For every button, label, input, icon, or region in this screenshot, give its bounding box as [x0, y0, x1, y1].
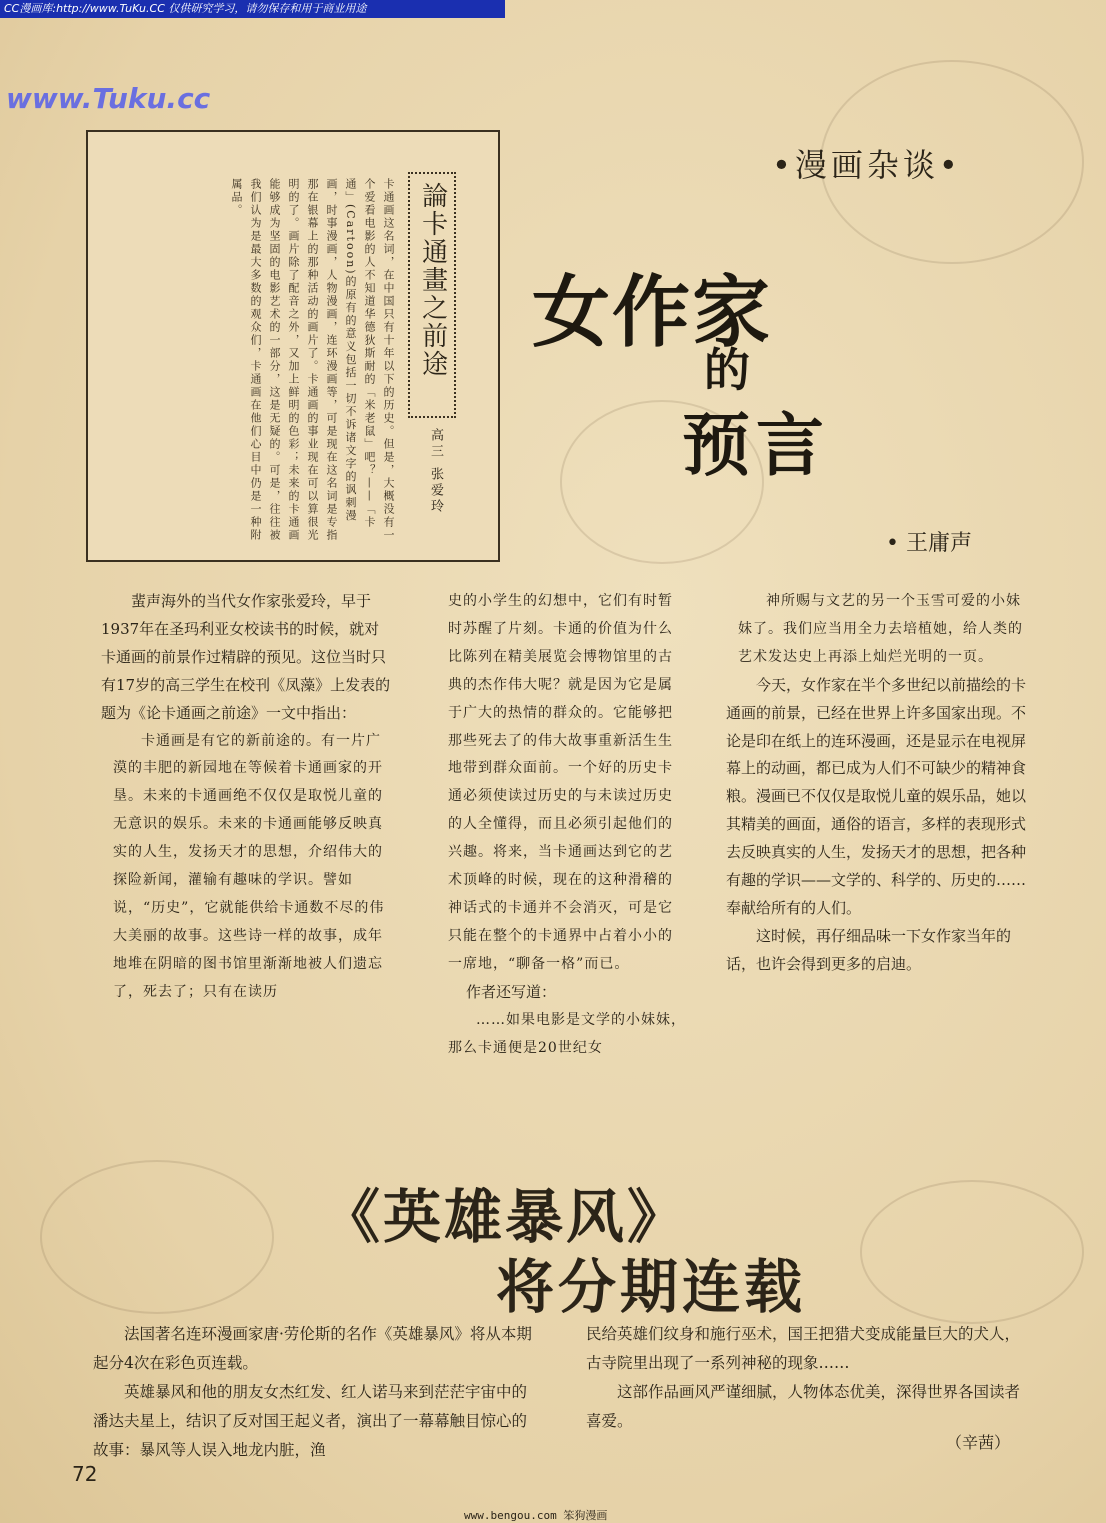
- article-byline: • 王庸声: [886, 531, 972, 556]
- paragraph: 蜚声海外的当代女作家张爱玲，早于1937年在圣玛利亚女校读书的时候，就对卡通画的前景作过精辟的预见。这位当时只有17岁的高三学生在校刊《凤藻》上发表的题为《论卡通画之前途》一文中指出：: [101, 592, 391, 722]
- quote-paragraph: 神所赐与文艺的另一个玉雪可爱的小妹妹了。我们应当用全力去培植她，给人类的艺术发达史上再添上灿烂光明的一页。: [738, 593, 1023, 665]
- article-title-line1: 女作家: [532, 268, 773, 358]
- notice-title-line1: 《英雄暴风》: [322, 1183, 689, 1251]
- clipping-body: 卡通画这名词，在中国只有十年以下的历史。但是，大概没有一个爱看电影的人不知道华德狄斯耐的「米老鼠」吧？——「卡通」(Cartoon)的原有的意义包括一切不诉诸文字的讽刺漫画，时事漫画，人物漫画，连环漫画等，可是现在这名词是专指那在银幕上的那种活动的画片了。卡通画的事业现在可以算很光明的了。画片除了配音之外，又加上鲜明的色彩；未来的卡通画能够成为坚固的电影艺术的一部分，这是无疑的。可是，往往被我们认为是最大多数的观众们，卡通画在他们心目中仍是一种附属品。: [230, 178, 395, 542]
- paragraph: 这部作品画风严谨细腻，人物体态优美，深得世界各国读者喜爱。: [586, 1383, 1021, 1430]
- article-column-3: [726, 588, 1026, 979]
- notice-signoff: （辛茜）: [946, 1433, 1011, 1452]
- watermark-logo: www.Tuku.cc: [6, 82, 211, 115]
- page-number: 72: [72, 1462, 98, 1486]
- article-title-line2: 的: [704, 343, 750, 397]
- watermark-bar: CC漫画库:http://www.TuKu.CC 仅供研究学习，请勿保存和用于商业用途: [0, 0, 505, 18]
- notice-title-line2: 将分期连载: [496, 1253, 807, 1321]
- notice-column-left: [93, 1320, 533, 1465]
- notice-column-right: [586, 1320, 1030, 1436]
- paragraph: 英雄暴风和他的朋友女杰红发、红人诺马来到茫茫宇宙中的潘达夫星上，结识了反对国王起义者，演出了一幕幕触目惊心的故事：暴风等人误入地龙内脏，渔: [93, 1383, 528, 1459]
- quote-paragraph: 史的小学生的幻想中，它们有时暂时苏醒了片刻。卡通的价值为什么比陈列在精美展览会博物馆里的古典的杰作伟大呢？就是因为它是属于广大的热情的群众的。它能够把那些死去了的伟大故事重新活生生地带到群众面前。一个好的历史卡通必须使读过历史的与未读过历史的人全懂得，而且必须引起他们的兴趣。将来，当卡通画达到它的艺术顶峰的时候，现在的这种滑稽的神话式的卡通并不会消灭，可是它只能在整个的卡通界中占着小小的一席地，“聊备一格”而已。: [448, 593, 673, 972]
- paragraph: 这时候，再仔细品味一下女作家当年的话，也许会得到更多的启迪。: [726, 926, 1012, 973]
- paragraph: 今天，女作家在半个多世纪以前描绘的卡通画的前景，已经在世界上许多国家出现。不论是印在纸上的连环漫画，还是显示在电视屏幕上的动画，都已成为人们不可缺少的精神食粮。漫画已不仅仅是取悦儿童的娱乐品，她以其精美的画面，通俗的语言，多样的表现形式去反映真实的人生，发扬天才的思想，把各种有趣的学识——文学的、科学的、历史的……奉献给所有的人们。: [726, 675, 1027, 917]
- paragraph: 民给英雄们纹身和施行巫术，国王把猎犬变成能量巨大的犬人，古寺院里出现了一系列神秘的现象……: [586, 1325, 1021, 1372]
- quote-paragraph: 卡通画是有它的新前途的。有一片广漠的丰肥的新园地在等候着卡通画家的开垦。未来的卡通画绝不仅仅是取悦儿童的无意识的娱乐。未来的卡通画能够反映真实的人生，发扬天才的思想，介绍伟大的探险新闻，灌输有趣味的学识。譬如说，“历史”，它就能供给卡通数不尽的伟大美丽的故事。这些诗一样的故事，成年地堆在阴暗的图书馆里渐渐地被人们遗忘了，死去了；只有在读历: [113, 732, 385, 1000]
- clipping-title: 論卡通畫之前途: [417, 182, 448, 378]
- original-article-clipping: [86, 130, 500, 562]
- quote-paragraph: ……如果电影是文学的小妹妹，那么卡通便是20世纪女: [448, 1011, 686, 1056]
- clipping-author: 高三 张爱玲: [428, 428, 443, 516]
- background-illustration: [40, 1160, 274, 1314]
- article-column-2: [436, 588, 686, 1062]
- article-column-1: [101, 588, 391, 1007]
- section-label: •漫画杂谈•: [772, 146, 962, 184]
- watermark-footer: www.bengou.com 笨狗漫画: [464, 1509, 608, 1522]
- background-illustration: [860, 1180, 1084, 1324]
- paragraph: 法国著名连环漫画家唐·劳伦斯的名作《英雄暴风》将从本期起分4次在彩色页连载。: [93, 1325, 532, 1372]
- paragraph: 作者还写道：: [466, 982, 557, 1001]
- article-title-line3: 预言: [682, 407, 831, 486]
